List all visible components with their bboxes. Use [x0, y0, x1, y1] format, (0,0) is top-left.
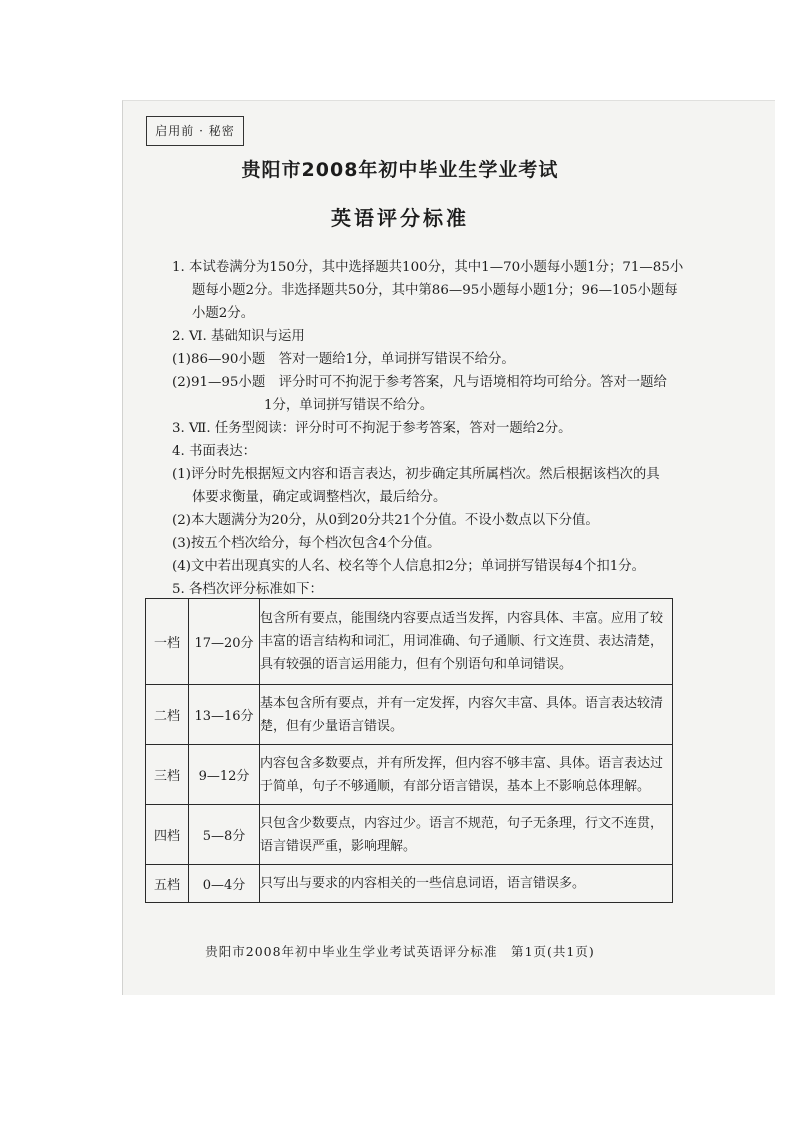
scoring-rules — [172, 256, 684, 601]
rule-line: (3)按五个档次给分，每个档次包含4个分值。 — [172, 536, 441, 551]
score-range: 5—8分 — [189, 805, 260, 865]
rule-line: (4)文中若出现真实的人名、校名等个人信息扣2分；单词拼写错误每4个扣1分。 — [172, 559, 646, 574]
grade-level: 四档 — [146, 805, 189, 865]
table-row — [146, 745, 673, 805]
rule-line: 3. Ⅶ. 任务型阅读：评分时可不拘泥于参考答案，答对一题给2分。 — [172, 421, 572, 436]
grade-description: 基本包含所有要点，并有一定发挥，内容欠丰富、具体。语言表达较清楚，但有少量语言错误。 — [260, 685, 673, 745]
confidential-stamp: 启用前 · 秘密 — [146, 116, 244, 146]
rule-line: 1. 本试卷满分为150分，其中选择题共100分，其中1—70小题每小题1分；71—85小 — [172, 260, 684, 275]
grade-level: 三档 — [146, 745, 189, 805]
rule-line: 小题2分。 — [192, 306, 255, 321]
score-range: 9—12分 — [189, 745, 260, 805]
grade-description: 只包含少数要点，内容过少。语言不规范，句子无条理，行文不连贯，语言错误严重，影响理解。 — [260, 805, 673, 865]
rule-line: 4. 书面表达： — [172, 444, 256, 459]
rule-line: (1)评分时先根据短文内容和语言表达，初步确定其所属档次。然后根据该档次的具 — [172, 467, 660, 482]
rule-line: 体要求衡量，确定或调整档次，最后给分。 — [192, 490, 447, 505]
table-row — [146, 685, 673, 745]
rule-line: (2)91—95小题 评分时可不拘泥于参考答案，凡与语境相符均可给分。答对一题给 — [172, 375, 667, 390]
table-row — [146, 805, 673, 865]
grade-criteria-table — [145, 598, 673, 903]
scoring-standard-title: 英语评分标准 — [331, 206, 469, 230]
table-row — [146, 599, 673, 685]
table-row — [146, 865, 673, 903]
rule-line: 5. 各档次评分标准如下： — [172, 582, 323, 597]
rule-line: 1分，单词拼写错误不给分。 — [264, 398, 434, 413]
rule-line: (2)本大题满分为20分，从0到20分共21个分值。不设小数点以下分值。 — [172, 513, 599, 528]
rule-line: 2. Ⅵ. 基础知识与运用 — [172, 329, 305, 344]
grade-level: 一档 — [146, 599, 189, 685]
exam-title: 贵阳市2008年初中毕业生学业考试 — [241, 159, 559, 181]
grade-description: 内容包含多数要点，并有所发挥，但内容不够丰富、具体。语言表达过于简单，句子不够通顺，有部分语言错误，基本上不影响总体理解。 — [260, 745, 673, 805]
rule-line: 题每小题2分。非选择题共50分，其中第86—95小题每小题1分；96—105小题每 — [192, 283, 678, 298]
grade-level: 五档 — [146, 865, 189, 903]
grade-description: 只写出与要求的内容相关的一些信息词语，语言错误多。 — [260, 865, 673, 903]
score-range: 17—20分 — [189, 599, 260, 685]
grade-level: 二档 — [146, 685, 189, 745]
rule-line: (1)86—90小题 答对一题给1分，单词拼写错误不给分。 — [172, 352, 515, 367]
page-footer: 贵阳市2008年初中毕业生学业考试英语评分标准 第1页(共1页) — [205, 944, 595, 959]
score-range: 0—4分 — [189, 865, 260, 903]
grade-description: 包含所有要点，能围绕内容要点适当发挥，内容具体、丰富。应用了较丰富的语言结构和词汇，用词准确、句子通顺、行文连贯、表达清楚，具有较强的语言运用能力，但有个别语句和单词错误。 — [260, 599, 673, 685]
score-range: 13—16分 — [189, 685, 260, 745]
